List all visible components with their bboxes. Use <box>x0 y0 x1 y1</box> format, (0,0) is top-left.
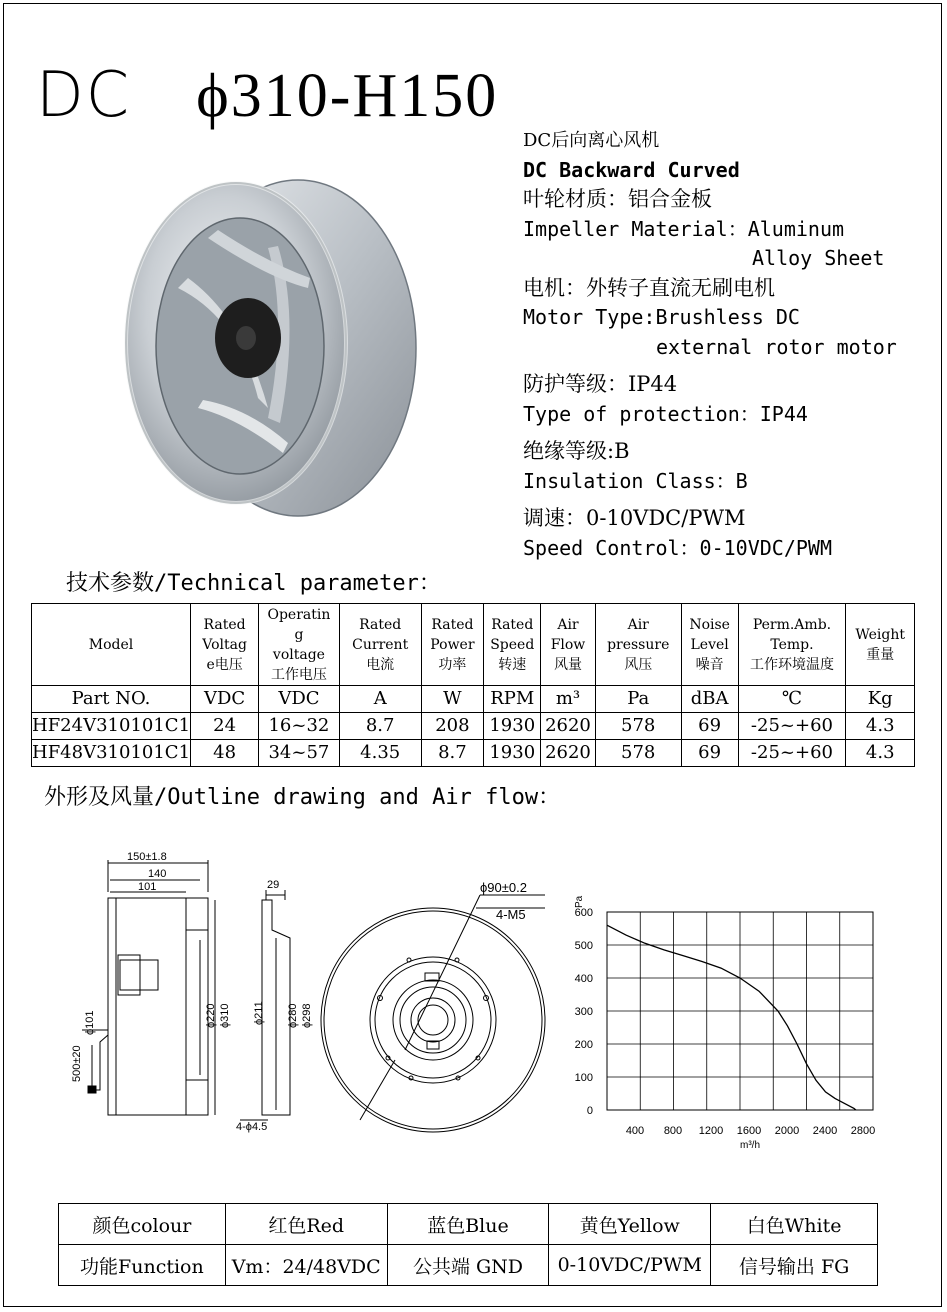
unit-cell: Pa <box>595 686 681 713</box>
table-cell: 16~32 <box>259 713 340 740</box>
spec-material-cn: 叶轮材质：铝合金板 <box>523 187 712 211</box>
colour-cell-yellow: 黄色Yellow <box>549 1204 711 1245</box>
unit-cell: dBA <box>681 686 738 713</box>
dim-500: 500±20 <box>71 1045 83 1082</box>
table-cell: 208 <box>421 713 484 740</box>
table-cell: 4.3 <box>846 713 915 740</box>
dim-phi310: ϕ310 <box>219 1003 231 1028</box>
function-cell-gnd: 公共端 GND <box>387 1245 549 1286</box>
spec-protection-cn: 防护等级：IP44 <box>523 372 678 396</box>
spec-insulation-cn: 绝缘等级:B <box>523 439 630 463</box>
colour-cell-blue: 蓝色Blue <box>387 1204 549 1245</box>
tech-table <box>31 603 915 767</box>
unit-cell: W <box>421 686 484 713</box>
chart-x-tick-label: 2400 <box>812 1125 838 1137</box>
table-cell: 1930 <box>484 740 541 767</box>
th-power: Rated Power 功率 <box>421 604 484 686</box>
table-cell: 1930 <box>484 713 541 740</box>
th-noise: Noise Level 噪音 <box>681 604 738 686</box>
fan-photo <box>118 168 428 543</box>
cell-part-no: HF24V310101C1 <box>32 713 191 740</box>
spec-type-cn: DC后向离心风机 <box>523 130 660 151</box>
table-cell: 69 <box>681 740 738 767</box>
colour-header-cell: 颜色colour <box>59 1204 226 1245</box>
title-prefix: DC <box>36 58 132 131</box>
spec-speed-en: Speed Control：0-10VDC/PWM <box>523 535 832 560</box>
spec-speed-cn: 调速：0-10VDC/PWM <box>523 506 746 530</box>
table-cell: 8.7 <box>421 740 484 767</box>
spec-list <box>523 126 897 563</box>
table-cell: 34~57 <box>259 740 340 767</box>
dim-29: 29 <box>267 879 280 891</box>
th-temp: Perm.Amb. Temp. 工作环境温度 <box>738 604 846 686</box>
chart-y-tick-label: 100 <box>574 1072 593 1084</box>
outline-section-title: 外形及风量/Outline drawing and Air flow： <box>44 785 561 810</box>
table-row <box>32 713 915 740</box>
spec-type-en: DC Backward Curved <box>523 157 740 182</box>
function-cell-fg: 信号输出 FG <box>711 1245 878 1286</box>
tech-units-row <box>32 686 915 713</box>
table-cell: 2620 <box>541 713 595 740</box>
spec-material-en-1: Impeller Material：Aluminum <box>523 216 845 241</box>
dim-phi280: ϕ280 <box>287 1003 299 1028</box>
dim-phi90: ϕ90±0.2 <box>480 880 527 895</box>
chart-x-tick-label: 400 <box>625 1125 645 1137</box>
th-pressure: Air pressure 风压 <box>595 604 681 686</box>
table-row <box>32 740 915 767</box>
chart-x-tick-label: 2000 <box>774 1125 800 1137</box>
table-cell: 24 <box>191 713 259 740</box>
unit-cell: A <box>339 686 421 713</box>
dim-150: 150±1.8 <box>127 851 167 863</box>
tech-section-title: 技术参数/Technical parameter： <box>66 571 441 596</box>
th-current: Rated Current 电流 <box>339 604 421 686</box>
table-cell: 8.7 <box>339 713 421 740</box>
chart-y-tick-label: 200 <box>574 1039 593 1051</box>
dim-phi298: ϕ298 <box>301 1003 313 1028</box>
chart-y-tick-label: 400 <box>574 973 593 985</box>
colour-cell-red: 红色Red <box>225 1204 387 1245</box>
dim-m5: 4-M5 <box>496 907 526 922</box>
chart-x-label: m³/h <box>740 1140 760 1151</box>
spec-material-en-2: Alloy Sheet <box>752 246 885 270</box>
table-cell: 4.35 <box>339 740 421 767</box>
section-view-drawing <box>240 890 290 1120</box>
spec-insulation-en: Insulation Class：B <box>523 468 748 493</box>
chart-y-tick-label: 600 <box>574 907 593 919</box>
spec-motor-cn: 电机：外转子直流无刷电机 <box>523 275 775 300</box>
table-cell: 578 <box>595 740 681 767</box>
unit-cell: ℃ <box>738 686 846 713</box>
spec-motor-en-1: Motor Type:Brushless DC <box>523 305 800 329</box>
table-cell: 48 <box>191 740 259 767</box>
unit-cell: VDC <box>191 686 259 713</box>
airflow-chart <box>574 895 875 1151</box>
function-cell-pwm: 0-10VDC/PWM <box>549 1245 711 1286</box>
dim-phi220: ϕ220 <box>205 1003 217 1028</box>
th-speed: Rated Speed 转速 <box>484 604 541 686</box>
colour-cell-white: 白色White <box>711 1204 878 1245</box>
chart-y-label: Pa <box>574 895 585 908</box>
th-flow: Air Flow 风量 <box>541 604 595 686</box>
table-row <box>59 1245 878 1286</box>
chart-series-line <box>607 925 856 1110</box>
chart-x-ticks <box>626 1125 875 1137</box>
unit-cell: RPM <box>484 686 541 713</box>
front-view-drawing <box>321 895 545 1132</box>
table-cell: 2620 <box>541 740 595 767</box>
table-cell: 578 <box>595 713 681 740</box>
unit-cell: Part NO. <box>32 686 191 713</box>
chart-y-tick-label: 300 <box>574 1006 593 1018</box>
page-title <box>36 58 498 132</box>
th-voltage: Rated Voltag e电压 <box>191 604 259 686</box>
chart-x-tick-label: 800 <box>663 1125 683 1137</box>
tech-header-row <box>32 604 915 686</box>
outline-drawings <box>0 830 947 1170</box>
title-model: ϕ310-H150 <box>196 62 499 130</box>
side-view-drawing <box>82 860 215 1115</box>
dim-phi211: ϕ211 <box>253 1001 265 1025</box>
dim-holes: 4-ϕ4.5 <box>236 1121 268 1133</box>
table-cell: 69 <box>681 713 738 740</box>
chart-y-tick-label: 500 <box>574 940 593 952</box>
table-row <box>59 1204 878 1245</box>
cell-part-no: HF48V310101C1 <box>32 740 191 767</box>
chart-x-tick-label: 1600 <box>736 1125 762 1137</box>
chart-y-tick-label: 0 <box>586 1105 593 1117</box>
function-cell-vm: Vm：24/48VDC <box>225 1245 387 1286</box>
function-header-cell: 功能Function <box>59 1245 226 1286</box>
chart-y-ticks <box>575 907 593 1117</box>
dim-phi101: ϕ101 <box>84 1010 96 1035</box>
unit-cell: VDC <box>259 686 340 713</box>
unit-cell: Kg <box>846 686 915 713</box>
table-cell: -25~+60 <box>738 713 846 740</box>
table-cell: 4.3 <box>846 740 915 767</box>
dim-101: 101 <box>138 881 157 893</box>
unit-cell: m³ <box>541 686 595 713</box>
th-op-voltage: Operatin g voltage 工作电压 <box>259 604 340 686</box>
spec-motor-en-2: external rotor motor <box>656 334 897 359</box>
th-model: Model <box>32 604 191 686</box>
chart-grid <box>607 912 873 1110</box>
th-weight: Weight 重量 <box>846 604 915 686</box>
chart-x-tick-label: 1200 <box>698 1125 724 1137</box>
dim-140: 140 <box>148 868 167 880</box>
spec-protection-en: Type of protection：IP44 <box>523 401 808 426</box>
chart-x-tick-label: 2800 <box>850 1125 876 1137</box>
table-cell: -25~+60 <box>738 740 846 767</box>
colour-function-table <box>58 1203 878 1286</box>
